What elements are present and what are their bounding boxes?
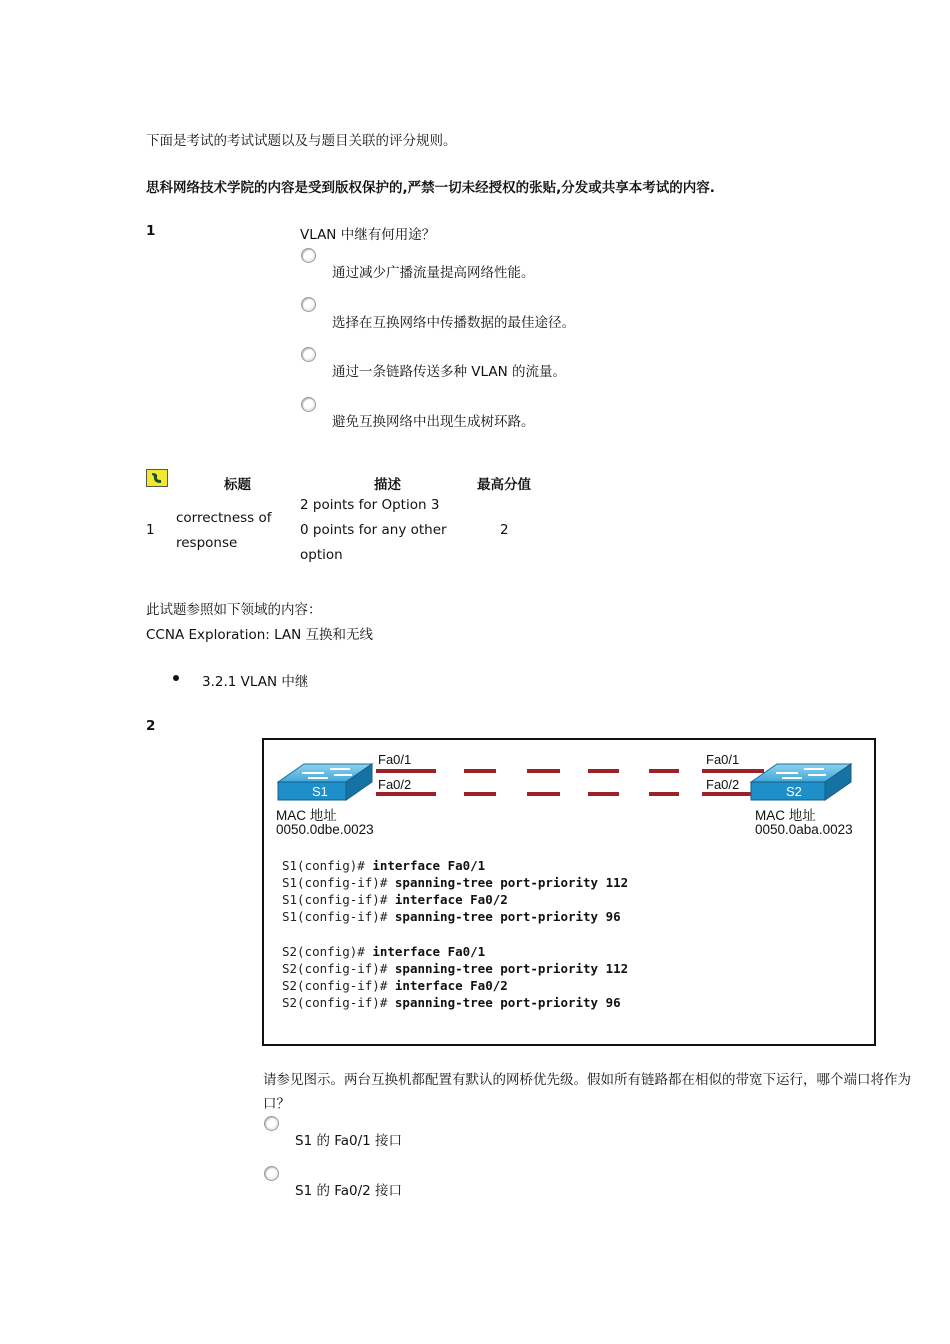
option-radio[interactable] [264, 1116, 279, 1131]
config-line: S2(config-if)# interface Fa0/2 [282, 978, 508, 993]
option-label: 通过一条链路传送多种 VLAN 的流量。 [332, 364, 566, 380]
s1-mac-label: MAC 地址 [276, 808, 337, 823]
question-text: 请参见图示。两台互换机都配置有默认的网桥优先级。假如所有链路都在相似的带宽下运行，哪个端口将作为 [263, 1072, 911, 1088]
exhibit-figure [262, 738, 876, 1046]
config-line: S2(config-if)# spanning-tree port-priority 112 [282, 961, 629, 976]
config-line: S1(config)# interface Fa0/1 [282, 858, 486, 873]
rubric-header-description: 描述 [374, 477, 401, 493]
option-label: 选择在互换网络中传播数据的最佳途径。 [332, 315, 575, 331]
config-line: S2(config-if)# spanning-tree port-priority 96 [282, 995, 621, 1010]
copyright-notice: 思科网络技术学院的内容是受到版权保护的,严禁一切未经授权的张贴,分发或共享本考试的内容. [146, 180, 715, 196]
rubric-header-title: 标题 [224, 477, 251, 493]
question-text: VLAN 中继有何用途？ [300, 227, 436, 243]
reference-topic-link[interactable]: 3.2.1 VLAN 中继 [202, 674, 309, 690]
bullet-icon [173, 675, 179, 681]
rubric-row-title: response [176, 535, 238, 551]
config-line: S2(config)# interface Fa0/1 [282, 944, 486, 959]
rubric-row-description: 2 points for Option 3 [300, 497, 440, 513]
switch-s2-label: S2 [786, 784, 802, 799]
config-line: S1(config-if)# spanning-tree port-priority 96 [282, 909, 621, 924]
option-label: S1 的 Fa0/1 接口 [295, 1133, 403, 1149]
config-line: S1(config-if)# interface Fa0/2 [282, 892, 508, 907]
s2-mac-label: MAC 地址 [755, 808, 816, 823]
question-number: 1 [146, 223, 156, 239]
s1-port-fa02: Fa0/2 [378, 777, 412, 792]
rubric-row-number: 1 [146, 522, 155, 538]
s1-port-fa01: Fa0/1 [378, 752, 412, 767]
rubric-row-description: 0 points for any other [300, 522, 447, 538]
rubric-header-max-score: 最高分值 [477, 477, 531, 493]
rubric-row-description: option [300, 547, 343, 563]
s2-mac-address: 0050.0aba.0023 [755, 822, 853, 837]
rubric-row-max: 2 [500, 522, 509, 538]
config-line: S1(config-if)# spanning-tree port-priority 112 [282, 875, 629, 890]
s2-port-fa01: Fa0/1 [706, 752, 740, 767]
option-radio[interactable] [301, 397, 316, 412]
s1-mac-address: 0050.0dbe.0023 [276, 822, 374, 837]
option-radio[interactable] [301, 347, 316, 362]
switch-s1-label: S1 [312, 784, 328, 799]
intro-text: 下面是考试的考试试题以及与题目关联的评分规则。 [146, 133, 457, 149]
option-label: S1 的 Fa0/2 接口 [295, 1183, 403, 1199]
rubric-row-title: correctness of [176, 510, 272, 526]
question-text-continued: 口？ [263, 1096, 290, 1112]
rubric-icon [146, 469, 168, 487]
reference-intro: 此试题参照如下领域的内容： [146, 602, 322, 618]
option-label: 避免互换网络中出现生成树环路。 [332, 414, 535, 430]
s2-port-fa02: Fa0/2 [706, 777, 740, 792]
option-label: 通过减少广播流量提高网络性能。 [332, 265, 535, 281]
option-radio[interactable] [301, 248, 316, 263]
option-radio[interactable] [264, 1166, 279, 1181]
reference-course: CCNA Exploration: LAN 互换和无线 [146, 627, 374, 643]
question-number: 2 [146, 718, 156, 734]
option-radio[interactable] [301, 297, 316, 312]
